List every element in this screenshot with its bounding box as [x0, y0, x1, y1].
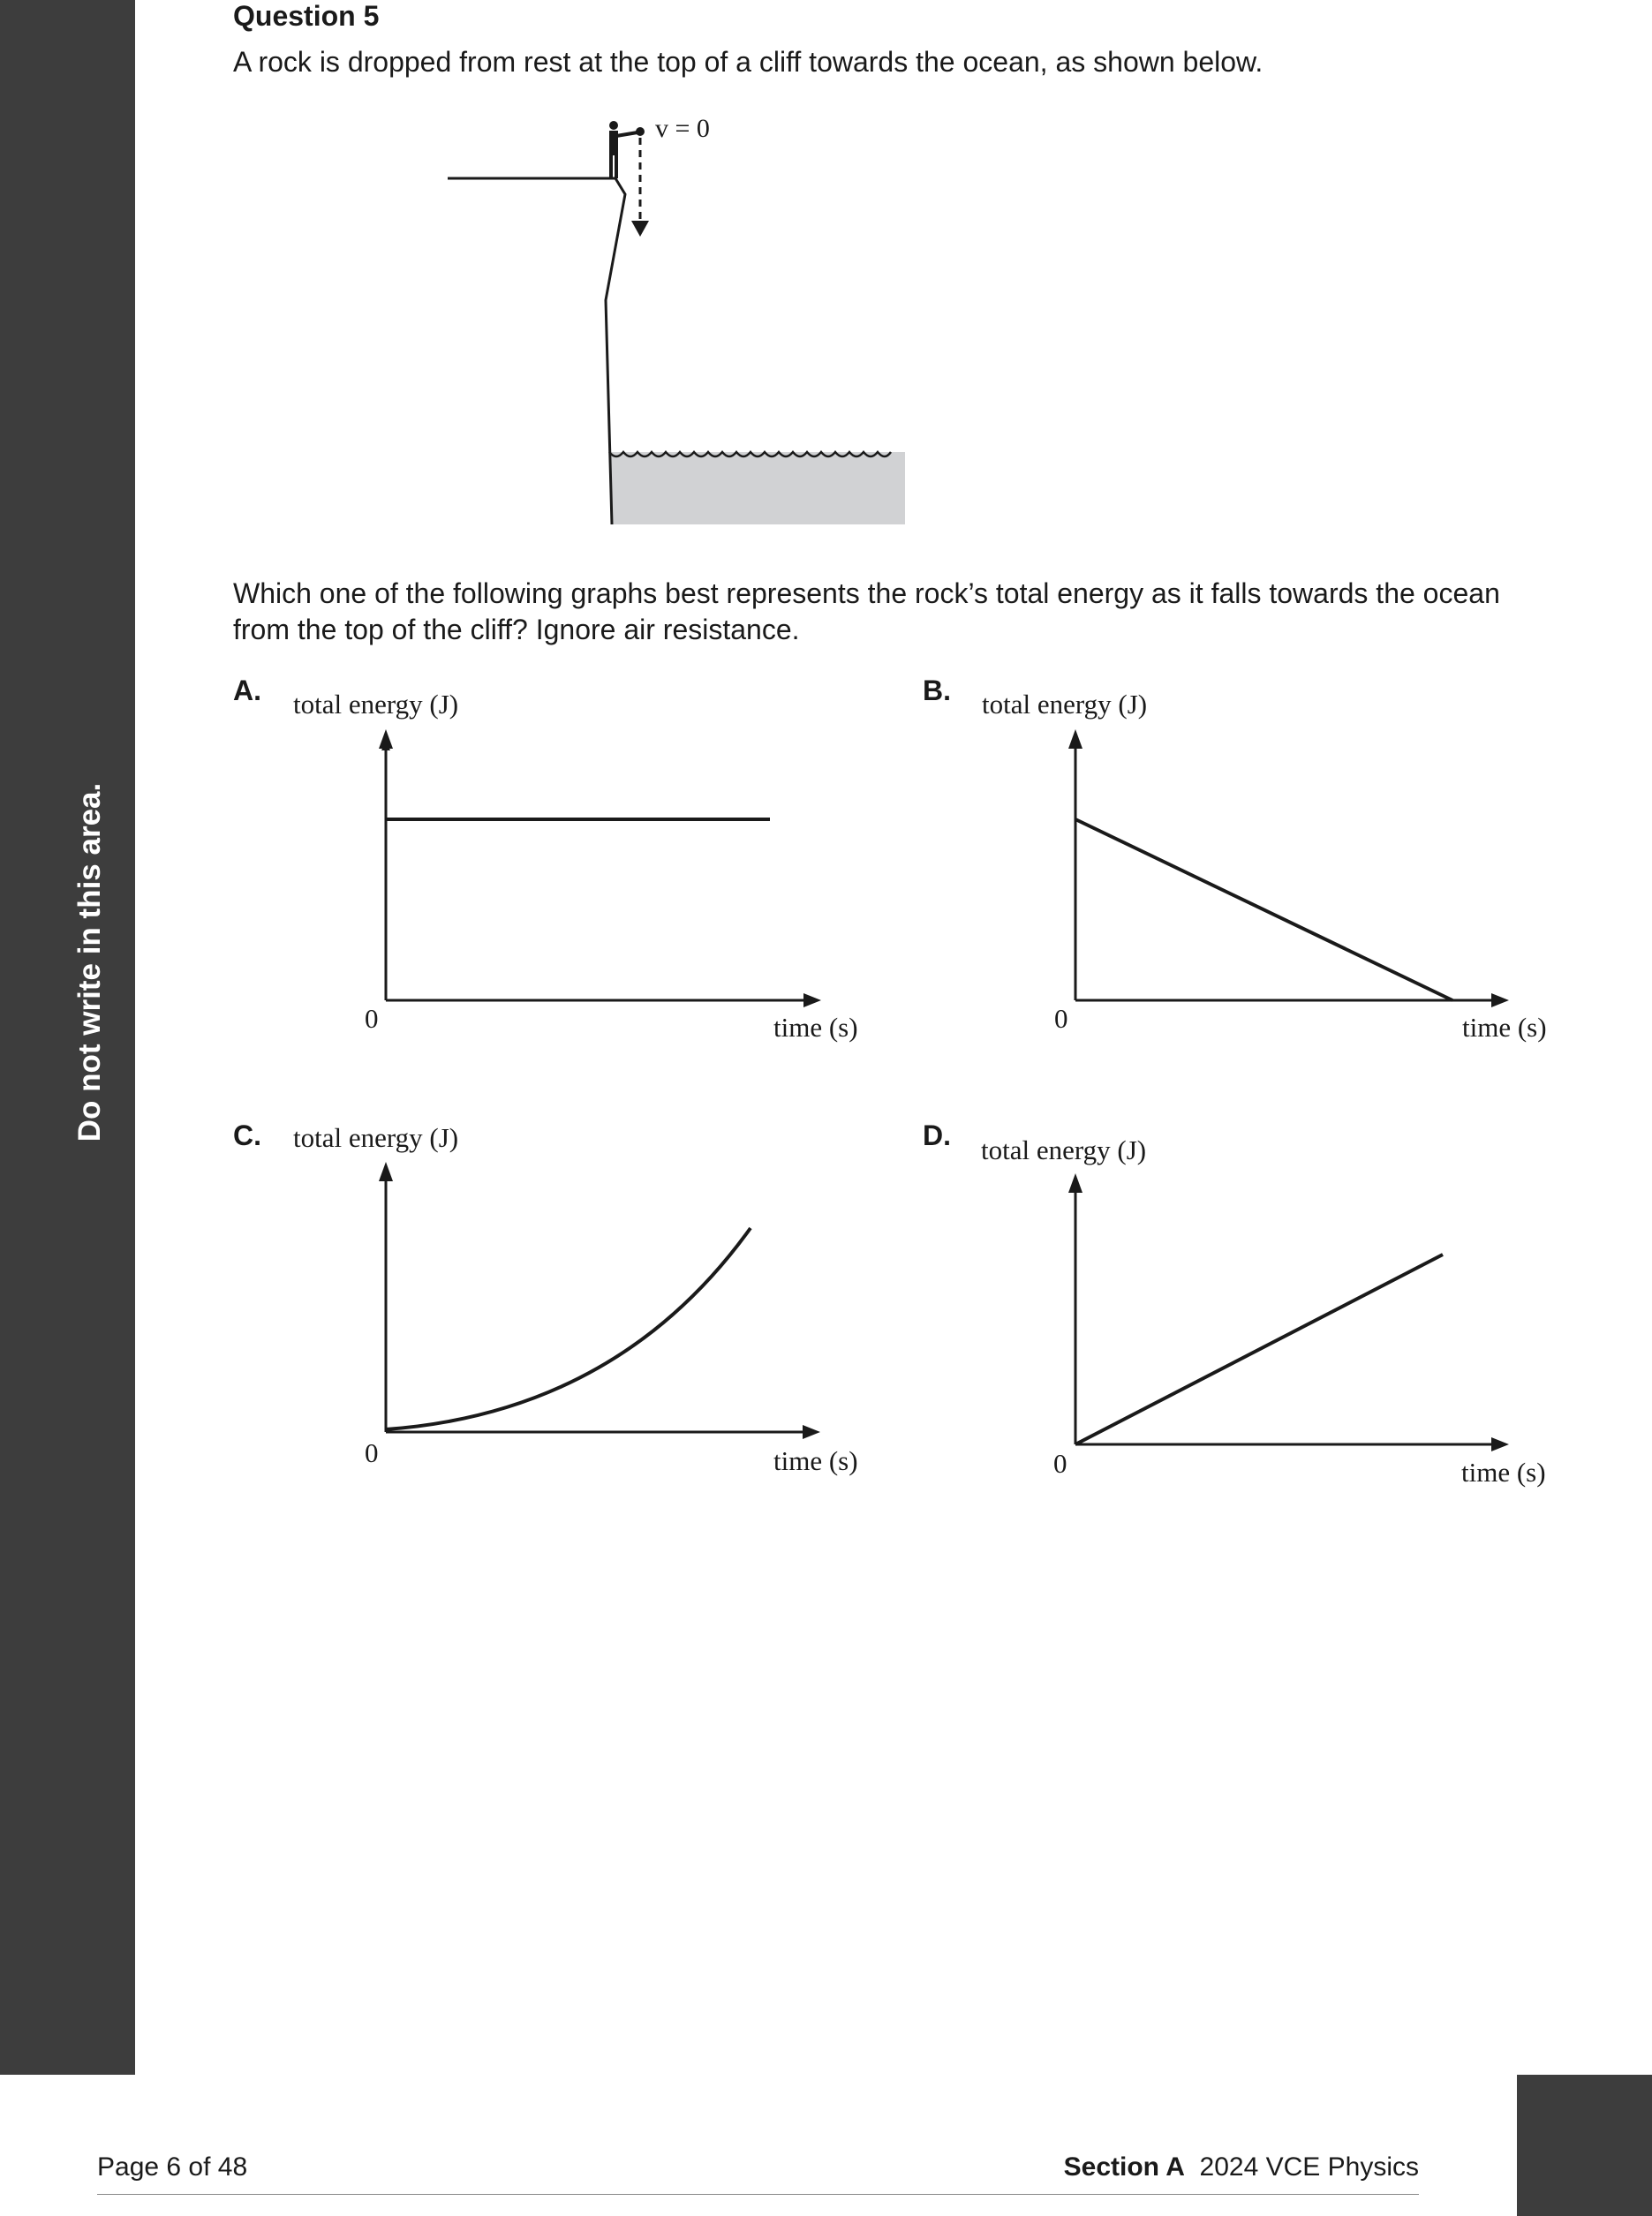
option-a-letter: A.	[233, 675, 261, 706]
cliff-outline	[448, 178, 625, 524]
graph-d	[981, 1134, 1546, 1488]
graph-b	[982, 689, 1547, 1043]
graph-c	[293, 1122, 858, 1476]
option-d-letter: D.	[923, 1119, 951, 1151]
option-c-letter: C.	[233, 1119, 261, 1151]
graph-d-curve	[1075, 1255, 1443, 1444]
graph-a-origin: 0	[365, 1003, 379, 1034]
graph-d-y-arrow	[1068, 1173, 1082, 1193]
person-figure	[609, 121, 637, 178]
graph-d-xlabel: time (s)	[1461, 1457, 1546, 1488]
footer-section	[1064, 2152, 1419, 2182]
question-intro: A rock is dropped from rest at the top of a cliff towards the ocean, as shown below.	[233, 46, 1264, 78]
graph-a-ylabel: total energy (J)	[293, 689, 459, 720]
ocean-water	[609, 452, 905, 524]
margin-notice: Do not write in this area.	[72, 782, 107, 1142]
question-title: Question 5	[233, 0, 380, 32]
graph-c-x-arrow	[803, 1425, 820, 1439]
graph-b-x-arrow	[1491, 993, 1509, 1007]
graph-d-x-arrow	[1491, 1437, 1509, 1451]
graph-c-ylabel: total energy (J)	[293, 1122, 459, 1153]
cliff-diagram	[448, 114, 905, 524]
rock	[636, 127, 645, 136]
graph-b-ylabel: total energy (J)	[982, 689, 1148, 720]
graph-c-origin: 0	[365, 1437, 379, 1468]
fall-arrow-head	[631, 221, 649, 237]
graph-a-y-arrow	[379, 729, 393, 749]
graph-c-xlabel: time (s)	[773, 1445, 858, 1476]
graph-d-origin: 0	[1053, 1448, 1067, 1479]
graph-a-x-arrow	[803, 993, 821, 1007]
graph-a	[293, 689, 858, 1043]
footer-divider	[97, 2194, 1419, 2195]
graph-b-origin: 0	[1054, 1003, 1068, 1034]
graph-b-curve	[1075, 819, 1452, 1000]
velocity-label: v = 0	[655, 114, 710, 143]
corner-block	[1517, 2075, 1652, 2216]
graph-c-curve	[386, 1228, 751, 1429]
graph-c-y-arrow	[379, 1162, 393, 1181]
section-label: Section A	[1063, 2152, 1185, 2182]
question-prompt: Which one of the following graphs best represents the rock’s total energy as it falls towards the ocean from the top of the cliff? Ignore air resistance.	[233, 577, 1500, 645]
graph-b-y-arrow	[1068, 729, 1082, 749]
subject-label: 2024 VCE Physics	[1199, 2152, 1419, 2182]
page-number: Page 6 of 48	[97, 2152, 248, 2182]
graph-a-xlabel: time (s)	[773, 1012, 858, 1043]
graph-b-xlabel: time (s)	[1462, 1012, 1547, 1043]
option-b-letter: B.	[923, 675, 951, 706]
graph-d-ylabel: total energy (J)	[981, 1134, 1147, 1165]
